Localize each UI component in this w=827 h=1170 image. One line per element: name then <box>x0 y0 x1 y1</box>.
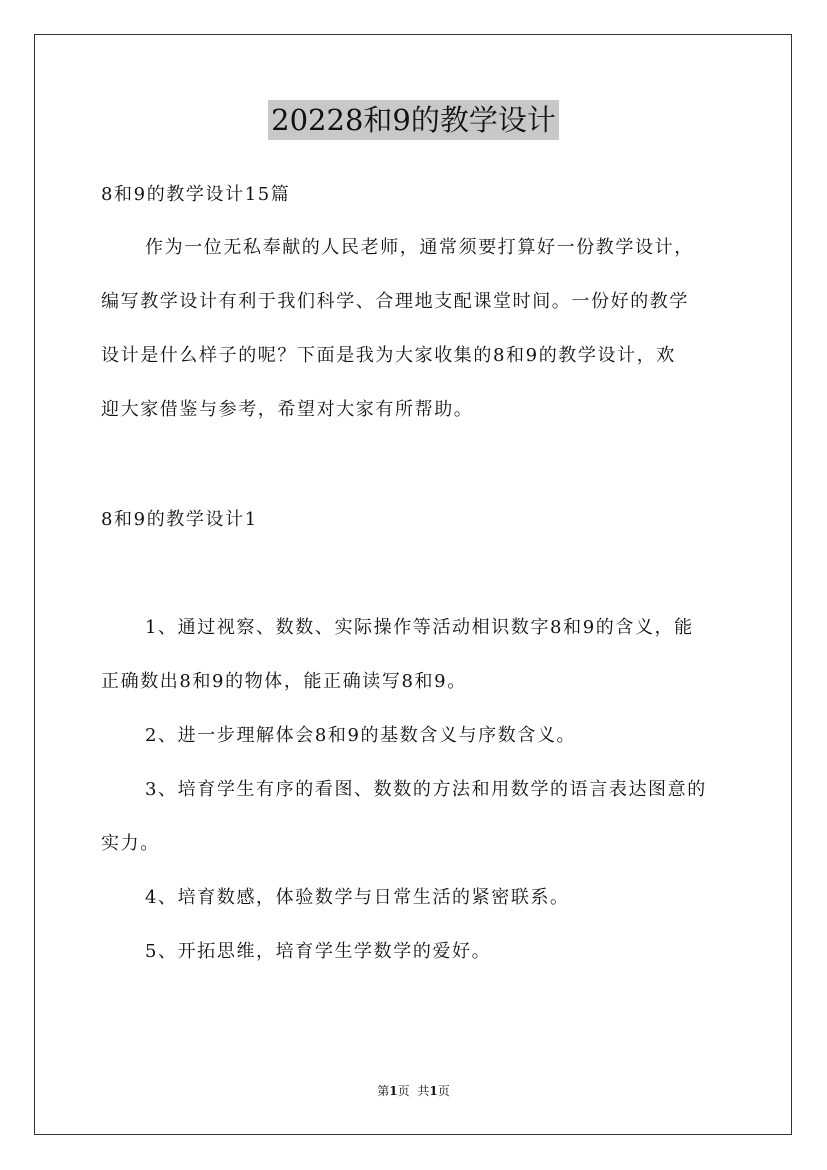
list-item: 实力。 <box>101 833 160 854</box>
document-subtitle: 8和9的教学设计15篇 <box>101 184 291 205</box>
list-item: 2、进一步理解体会8和9的基数含义与序数含义。 <box>145 725 577 746</box>
intro-line: 设计是什么样子的呢？下面是我为大家收集的8和9的教学设计，欢 <box>101 345 676 366</box>
total-label-prefix: 共 <box>417 1084 430 1098</box>
intro-line: 作为一位无私奉献的人民老师，通常须要打算好一份教学设计， <box>145 237 694 258</box>
document-title: 20228和9的教学设计 <box>268 100 559 140</box>
intro-line: 迎大家借鉴与参考，希望对大家有所帮助。 <box>101 399 474 420</box>
list-item: 正确数出8和9的物体，能正确读写8和9。 <box>101 671 467 692</box>
page-footer <box>0 1083 827 1099</box>
section-heading: 8和9的教学设计1 <box>101 509 258 530</box>
title-container <box>0 100 827 140</box>
list-item: 5、开拓思维，培育学生学数学的爱好。 <box>145 941 492 962</box>
page-label-suffix: 页 <box>397 1084 410 1098</box>
total-label-suffix: 页 <box>437 1084 450 1098</box>
intro-line: 编写教学设计有利于我们科学、合理地支配课堂时间。一份好的教学 <box>101 291 689 312</box>
list-item: 1、通过视察、数数、实际操作等活动相识数字8和9的含义，能 <box>145 617 694 638</box>
total-pages: 1 <box>429 1084 438 1098</box>
list-item: 3、培育学生有序的看图、数数的方法和用数学的语言表达图意的 <box>145 779 707 800</box>
page-number: 1 <box>389 1084 398 1098</box>
list-item: 4、培育数感，体验数学与日常生活的紧密联系。 <box>145 887 570 908</box>
page-label-prefix: 第 <box>377 1084 390 1098</box>
